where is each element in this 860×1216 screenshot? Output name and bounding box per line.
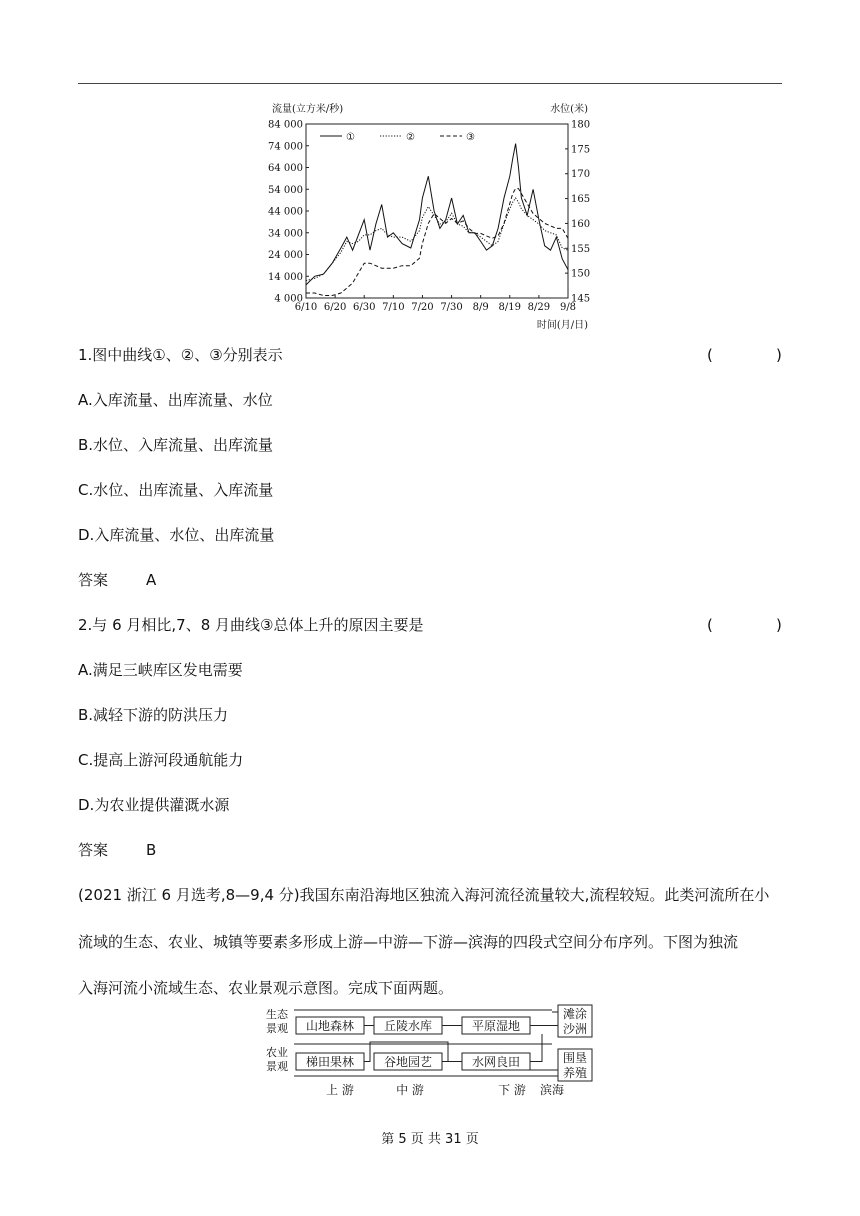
q2-option-d: D.为农业提供灌溉水源 (78, 796, 230, 814)
series-line-1 (306, 144, 568, 285)
q1-bracket-open: ( (707, 346, 713, 364)
q1-answer (78, 570, 156, 590)
y-right-tick-label: 160 (571, 218, 591, 230)
eco-box-2-label: 丘陵水库 (383, 1019, 433, 1033)
page-footer: 第 5 页 共 31 页 (381, 1132, 479, 1147)
x-tick-label: 8/9 (472, 302, 489, 313)
q1-option-c: C.水位、出库流量、入库流量 (78, 481, 274, 499)
coast-box-1-line-2: 沙洲 (562, 1022, 588, 1036)
y-left-tick-label: 44 000 (268, 206, 303, 218)
y-left-axis-label: 流量(立方米/秒) (272, 104, 344, 115)
q2-answer-label: 答案 (78, 841, 109, 859)
q1-option-d: D.入库流量、水位、出库流量 (78, 526, 275, 544)
legend-label-1: ① (346, 132, 355, 143)
y-right-tick-label: 150 (571, 268, 591, 280)
q1-bracket-close: ) (776, 346, 782, 364)
passage-line-2: 流域的生态、农业、城镇等要素多形成上游—中游—下游—滨海的四段式空间分布序列。下图为独流 (78, 933, 739, 951)
row-label-agri-1: 农业 (266, 1046, 288, 1059)
agri-box-3-label: 水网良田 (471, 1055, 521, 1069)
x-tick-label: 9/8 (559, 302, 577, 313)
q2-option-a: A.满足三峡库区发电需要 (78, 661, 243, 679)
y-right-tick-label: 145 (571, 293, 591, 305)
q2-bracket-open: ( (707, 616, 713, 634)
q2-answer-value: B (146, 841, 157, 859)
series-line-3 (306, 189, 568, 296)
coast-box-2-line-2: 养殖 (562, 1066, 588, 1080)
passage-line-3: 入海河流小流域生态、农业景观示意图。完成下面两题。 (78, 979, 454, 997)
x-tick-label: 7/20 (411, 302, 434, 313)
q2-stem: 2.与 6 月相比,7、8 月曲线③总体上升的原因主要是 (78, 616, 424, 634)
agri-box-2-label: 谷地园艺 (383, 1055, 433, 1069)
x-tick-label: 7/30 (440, 302, 463, 313)
q2-bracket-close: ) (776, 616, 782, 634)
x-tick-label: 6/30 (352, 302, 376, 313)
y-right-tick-label: 165 (571, 194, 591, 206)
y-right-axis-label: 水位(米) (550, 104, 588, 115)
agri-box-1-label: 梯田果林 (305, 1055, 355, 1069)
section-coastal: 滨海 (539, 1083, 565, 1097)
discharge-waterlevel-chart (270, 98, 600, 333)
q1-option-b: B.水位、入库流量、出库流量 (78, 436, 274, 454)
row-label-eco-1: 生态 (266, 1008, 288, 1021)
y-left-tick-label: 4 000 (274, 293, 303, 305)
coast-box-1-line-1: 滩涂 (562, 1007, 588, 1021)
q2-option-c: C.提高上游河段通航能力 (78, 751, 244, 769)
eco-box-3-label: 平原湿地 (471, 1019, 521, 1033)
section-midstream: 中 游 (396, 1083, 424, 1097)
y-right-tick-label: 175 (571, 144, 591, 156)
y-right-tick-label: 170 (571, 169, 591, 181)
y-left-tick-label: 64 000 (268, 163, 303, 174)
y-left-tick-label: 74 000 (268, 141, 303, 153)
q1-stem: 1.图中曲线①、②、③分别表示 (78, 346, 283, 364)
q2-option-b: B.减轻下游的防洪压力 (78, 706, 229, 724)
x-axis-label: 时间(月/日) (536, 320, 588, 331)
q1-answer-value: A (146, 571, 157, 589)
coast-box-2-line-1: 围垦 (562, 1051, 588, 1065)
row-label-eco-2: 景观 (266, 1022, 288, 1035)
y-left-tick-label: 14 000 (268, 271, 303, 283)
legend-label-2: ② (406, 132, 415, 143)
x-tick-label: 7/10 (382, 302, 405, 313)
q1-option-a: A.入库流量、出库流量、水位 (78, 391, 273, 409)
section-downstream: 下 游 (498, 1083, 526, 1097)
q1-answer-label: 答案 (78, 571, 109, 589)
row-label-agri-2: 景观 (266, 1060, 288, 1073)
legend (320, 132, 475, 143)
x-tick-label: 6/10 (294, 302, 318, 313)
y-right-tick-label: 180 (571, 119, 591, 131)
legend-label-3: ③ (466, 132, 475, 143)
section-upstream: 上 游 (326, 1083, 354, 1097)
landscape-diagram (262, 1004, 588, 1100)
y-left-tick-label: 54 000 (268, 184, 303, 196)
eco-box-1-label: 山地森林 (305, 1019, 355, 1033)
y-right-tick-label: 155 (571, 243, 591, 255)
y-left-tick-label: 24 000 (268, 250, 303, 261)
passage-line-1: (2021 浙江 6 月选考,8—9,4 分)我国东南沿海地区独流入海河流径流量较大,流程较短。此类河流所在小 (78, 886, 770, 904)
x-tick-label: 6/20 (323, 302, 347, 313)
x-tick-label: 8/29 (527, 302, 551, 313)
header-rule (78, 83, 782, 84)
q2-answer (78, 840, 156, 860)
y-left-tick-label: 84 000 (268, 119, 303, 131)
x-tick-label: 8/19 (498, 302, 522, 313)
y-left-tick-label: 34 000 (268, 228, 303, 240)
